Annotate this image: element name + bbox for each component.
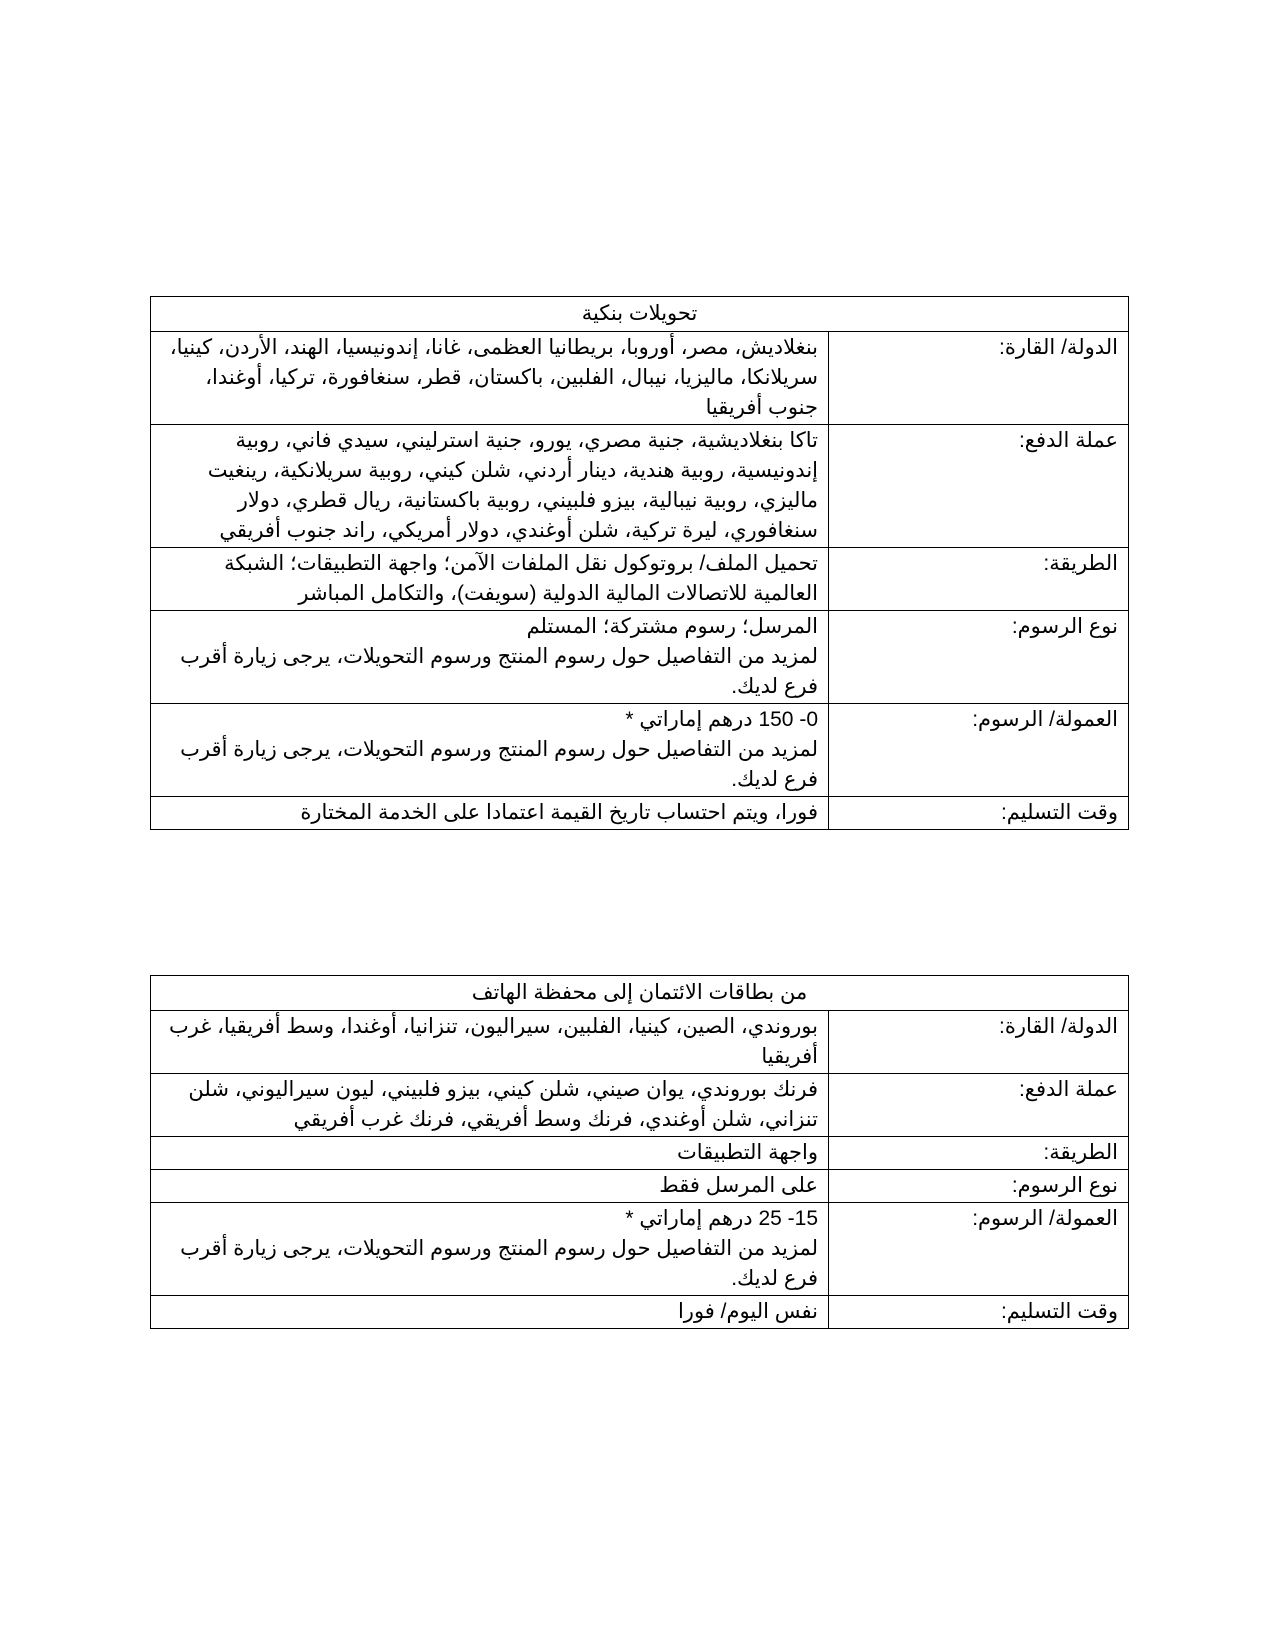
row-label-method: الطريقة: xyxy=(829,1137,1129,1170)
table-row xyxy=(151,704,1129,797)
row-value-currency xyxy=(151,425,829,548)
row-value-fee-type xyxy=(151,611,829,704)
row-label-fee-type: نوع الرسوم: xyxy=(829,1170,1129,1203)
value-line: تحميل الملف/ بروتوكول نقل الملفات الآمن؛ واجهة التطبيقات؛ الشبكة العالمية للاتصالات المالية الدولية (سويفت)، والتكامل المباشر xyxy=(224,552,818,605)
value-line: لمزيد من التفاصيل حول رسوم المنتج ورسوم التحويلات، يرجى زيارة أقرب فرع لديك. xyxy=(180,1237,818,1290)
value-line: بنغلاديش، مصر، أوروبا، بريطانيا العظمى، غانا، إندونيسيا، الهند، الأردن، كينيا، سريلانكا، ماليزيا، نيبال، الفلبين، باكستان، قطر، سنغافورة، تركيا، أوغندا، جنوب أفريقيا xyxy=(169,336,818,419)
table-row xyxy=(151,1296,1129,1329)
row-value-country xyxy=(151,1011,829,1074)
row-label-currency: عملة الدفع: xyxy=(829,425,1129,548)
row-label-fee-type: نوع الرسوم: xyxy=(829,611,1129,704)
row-value-delivery-time xyxy=(151,797,829,830)
value-line: بوروندي، الصين، كينيا، الفلبين، سيراليون، تنزانيا، أوغندا، وسط أفريقيا، غرب أفريقيا xyxy=(168,1015,818,1068)
value-line: على المرسل فقط xyxy=(659,1174,818,1197)
value-line: 15- 25 درهم إماراتي * xyxy=(625,1207,818,1230)
value-line: 0- 150 درهم إماراتي * xyxy=(625,708,818,731)
row-label-method: الطريقة: xyxy=(829,548,1129,611)
row-value-method xyxy=(151,548,829,611)
row-label-country: الدولة/ القارة: xyxy=(829,332,1129,425)
table-title: تحويلات بنكية xyxy=(151,297,1129,332)
value-line: فورا، ويتم احتساب تاريخ القيمة اعتمادا على الخدمة المختارة xyxy=(300,801,818,824)
row-value-method xyxy=(151,1137,829,1170)
table-title-row xyxy=(151,297,1129,332)
value-line: لمزيد من التفاصيل حول رسوم المنتج ورسوم التحويلات، يرجى زيارة أقرب فرع لديك. xyxy=(180,645,818,698)
row-value-commission xyxy=(151,704,829,797)
value-line: لمزيد من التفاصيل حول رسوم المنتج ورسوم التحويلات، يرجى زيارة أقرب فرع لديك. xyxy=(180,738,818,791)
table-row xyxy=(151,1203,1129,1296)
row-label-delivery-time: وقت التسليم: xyxy=(829,1296,1129,1329)
card-to-wallet-table xyxy=(150,975,1129,1329)
row-value-delivery-time xyxy=(151,1296,829,1329)
table-row xyxy=(151,1170,1129,1203)
table-title: من بطاقات الائتمان إلى محفظة الهاتف xyxy=(151,976,1129,1011)
table-row xyxy=(151,1137,1129,1170)
value-line: تاكا بنغلاديشية، جنية مصري، يورو، جنية استرليني، سيدي فاني، روبية إندونيسية، روبية هندية، دينار أردني، شلن كيني، روبية سريلانكية، رينغيت ماليزي، روبية نيبالية، بيزو فلبيني، روبية باكستانية، ريال قطري، دولار سنغافوري، ليرة تركية، شلن أوغندي، دولار أمريكي، راند جنوب أفريقي xyxy=(207,429,818,542)
value-line: فرنك بوروندي، يوان صيني، شلن كيني، بيزو فلبيني، ليون سيراليوني، شلن تنزاني، شلن أوغندي، فرنك وسط أفريقي، فرنك غرب أفريقي xyxy=(188,1078,818,1131)
table-row xyxy=(151,1011,1129,1074)
table-row xyxy=(151,797,1129,830)
value-line: نفس اليوم/ فورا xyxy=(677,1300,818,1323)
table-row xyxy=(151,332,1129,425)
row-value-fee-type xyxy=(151,1170,829,1203)
table-row xyxy=(151,1074,1129,1137)
row-label-commission: العمولة/ الرسوم: xyxy=(829,704,1129,797)
table-row xyxy=(151,548,1129,611)
table-row xyxy=(151,611,1129,704)
value-line: المرسل؛ رسوم مشتركة؛ المستلم xyxy=(526,615,818,638)
row-value-currency xyxy=(151,1074,829,1137)
row-label-currency: عملة الدفع: xyxy=(829,1074,1129,1137)
row-label-delivery-time: وقت التسليم: xyxy=(829,797,1129,830)
row-label-commission: العمولة/ الرسوم: xyxy=(829,1203,1129,1296)
row-value-commission xyxy=(151,1203,829,1296)
row-value-country xyxy=(151,332,829,425)
row-label-country: الدولة/ القارة: xyxy=(829,1011,1129,1074)
table-title-row xyxy=(151,976,1129,1011)
bank-transfers-table xyxy=(150,296,1129,830)
table-row xyxy=(151,425,1129,548)
value-line: واجهة التطبيقات xyxy=(677,1141,818,1164)
